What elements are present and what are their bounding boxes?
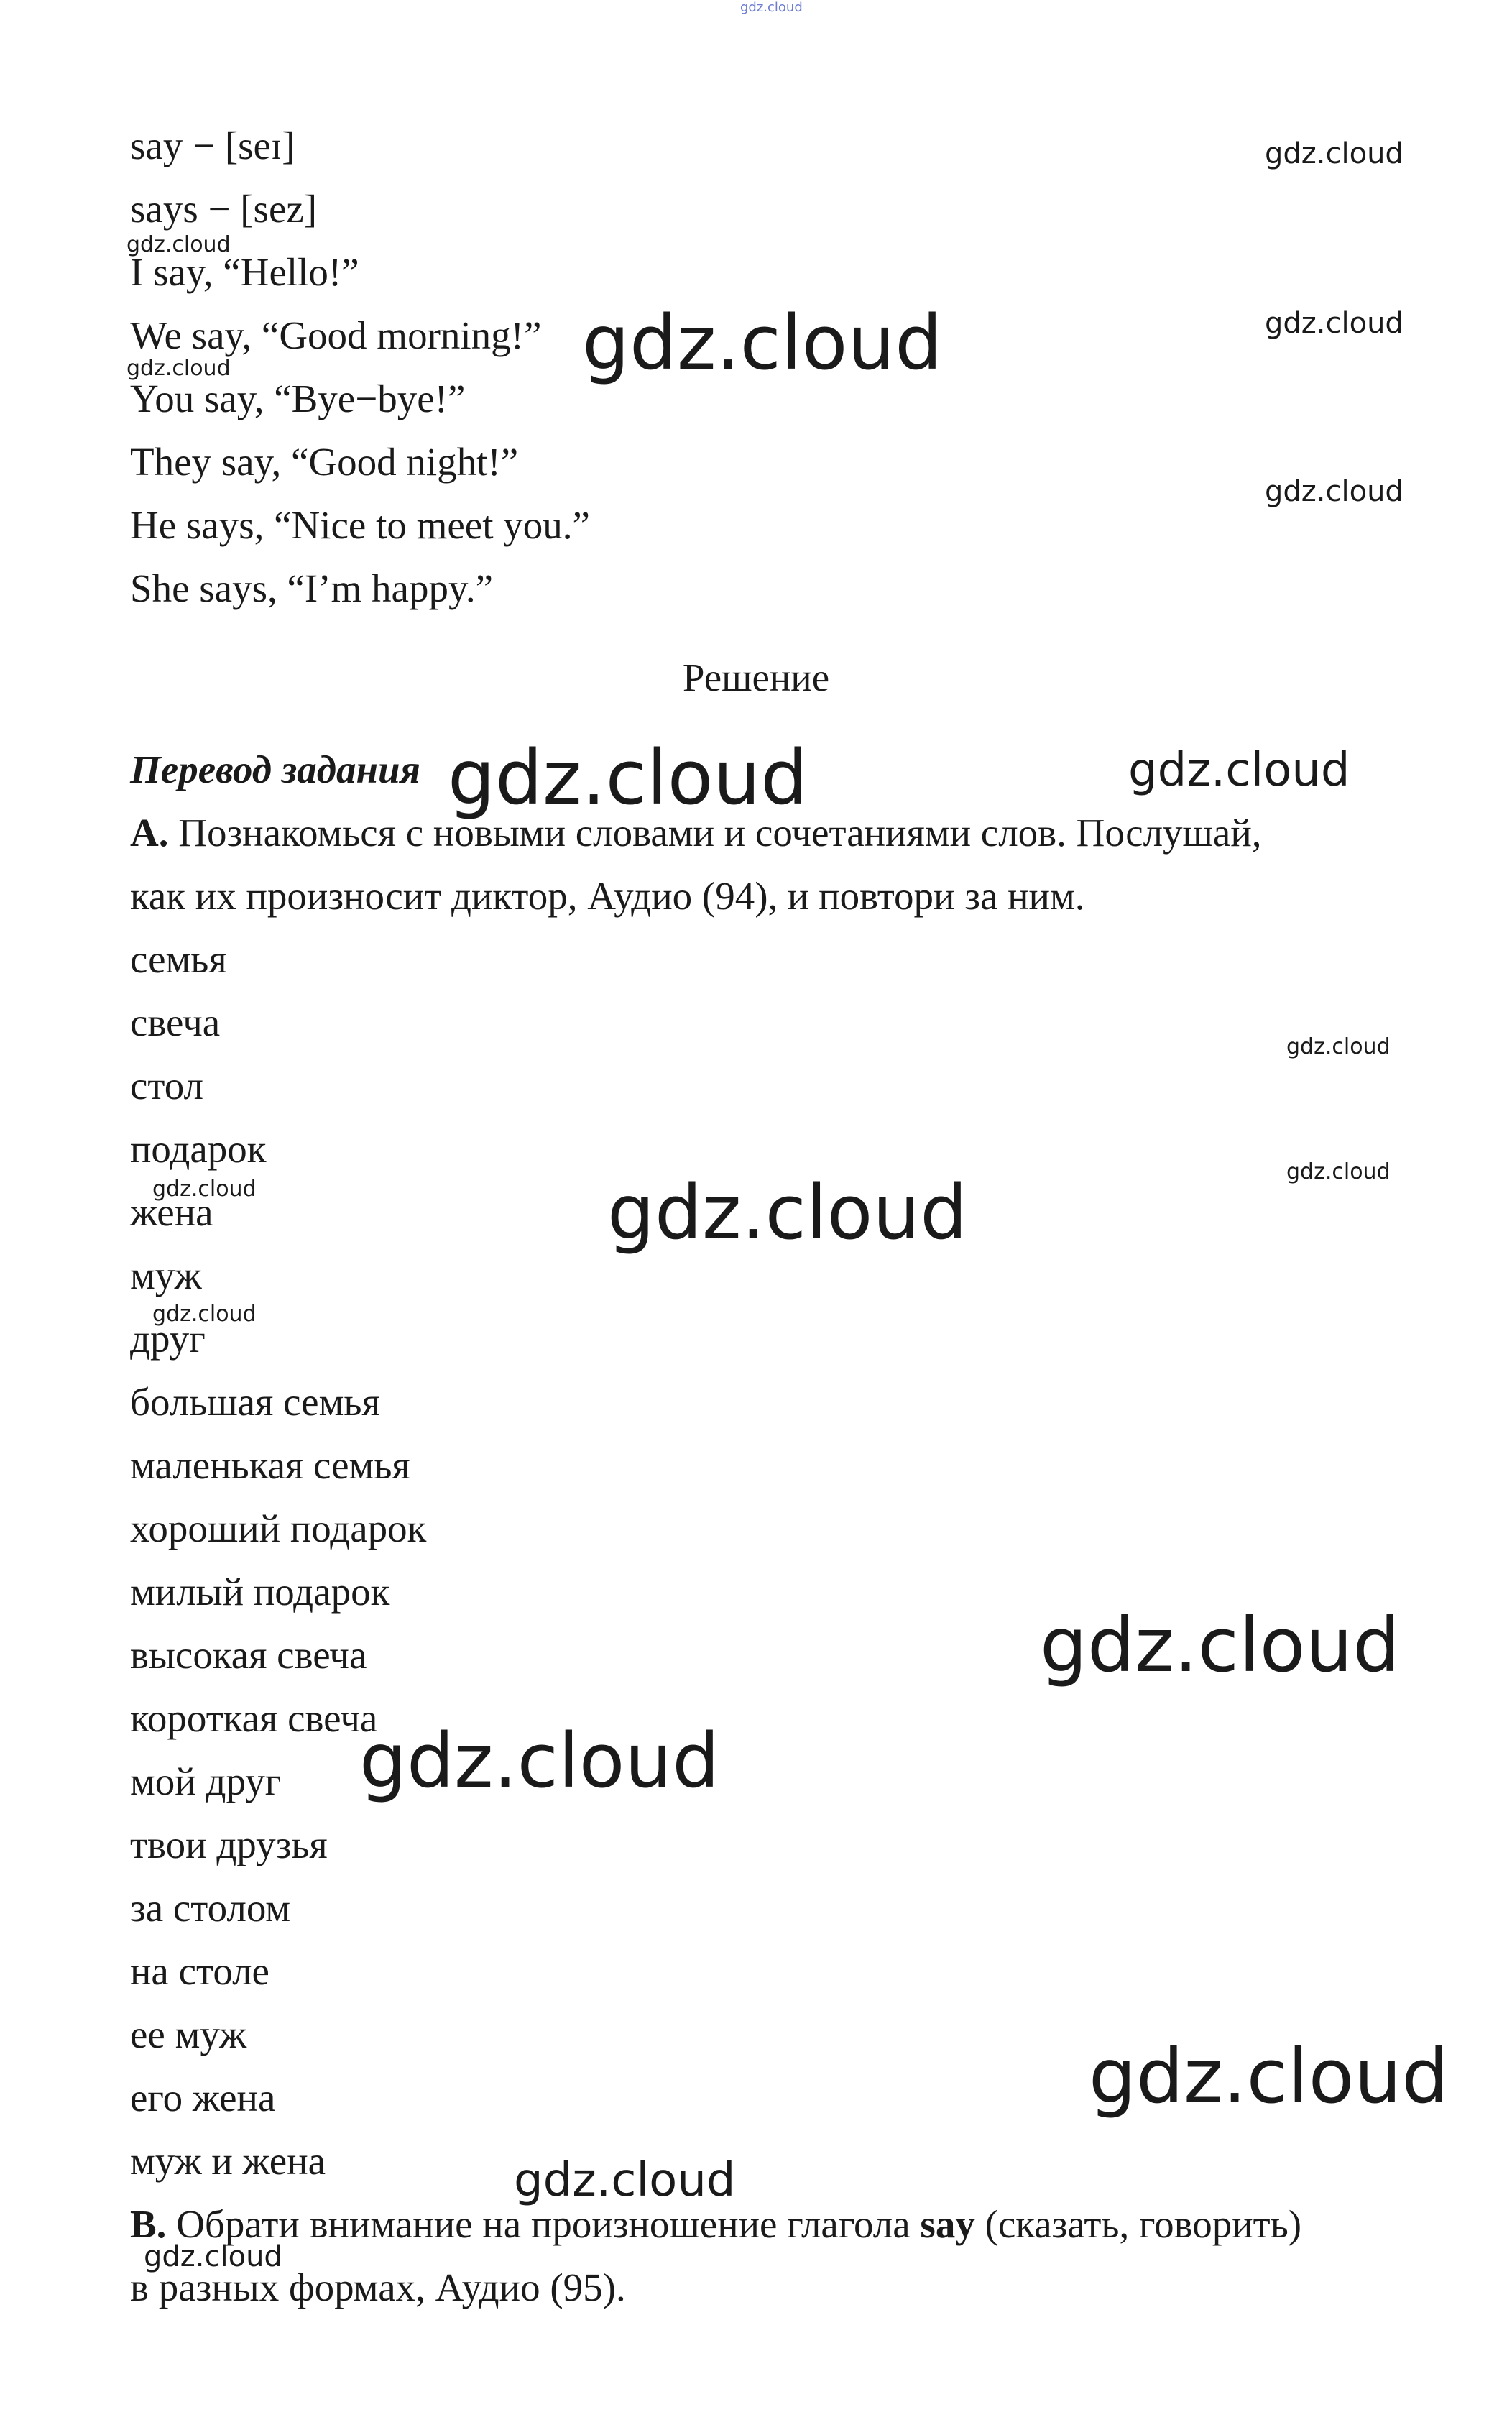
word-item: высокая свеча: [130, 1633, 367, 1677]
word-item: его жена: [130, 2076, 276, 2119]
watermark: gdz.cloud: [144, 2240, 282, 2273]
word-item: подарок: [130, 1127, 267, 1171]
say-form: say − [seɪ]: [130, 124, 295, 167]
task-b-label: B.: [130, 2202, 167, 2246]
word-item: друг: [130, 1317, 206, 1361]
watermark: gdz.cloud: [1265, 307, 1403, 340]
watermark: gdz.cloud: [448, 734, 808, 821]
translation-heading: Перевод задания: [130, 747, 420, 791]
watermark: gdz.cloud: [1265, 475, 1403, 508]
watermark: gdz.cloud: [126, 232, 231, 257]
watermark: gdz.cloud: [1286, 1159, 1391, 1184]
example-line: I say, “Hello!”: [130, 250, 359, 294]
word-item: на столе: [130, 1949, 269, 1993]
watermark: gdz.cloud: [1089, 2033, 1449, 2120]
watermark: gdz.cloud: [1128, 744, 1350, 797]
task-a-line2: как их произносит диктор, Аудио (94), и повтори за ним.: [130, 874, 1085, 918]
watermark: gdz.cloud: [582, 299, 943, 387]
word-item: муж и жена: [130, 2139, 326, 2183]
watermark: gdz.cloud: [126, 356, 231, 381]
word-item: хороший подарок: [130, 1506, 427, 1550]
solution-heading: Решение: [682, 655, 830, 699]
word-item: жена: [130, 1190, 213, 1234]
watermark: gdz.cloud: [1040, 1601, 1401, 1689]
watermark: gdz.cloud: [152, 1177, 257, 1202]
word-item: семья: [130, 937, 227, 981]
watermark: gdz.cloud: [152, 1302, 257, 1327]
task-b-line2: в разных формах, Аудио (95).: [130, 2265, 626, 2309]
task-a-label: A.: [130, 811, 169, 855]
task-a-text: Познакомься с новыми словами и сочетаниями слов. Послушай,: [178, 811, 1262, 855]
task-b-verb: say: [920, 2202, 975, 2246]
example-line: We say, “Good morning!”: [130, 313, 542, 357]
word-item: ее муж: [130, 2012, 247, 2056]
watermark: gdz.cloud: [607, 1169, 968, 1256]
watermark: gdz.cloud: [359, 1717, 720, 1805]
task-b-text: Обрати внимание на произношение глагола: [176, 2202, 911, 2246]
example-line: They say, “Good night!”: [130, 440, 519, 484]
watermark: gdz.cloud: [514, 2154, 736, 2207]
word-item: твои друзья: [130, 1823, 328, 1866]
word-item: муж: [130, 1253, 202, 1297]
word-item: стол: [130, 1064, 203, 1108]
word-item: свеча: [130, 1000, 221, 1044]
word-item: милый подарок: [130, 1570, 390, 1614]
word-item: короткая свеча: [130, 1696, 378, 1740]
watermark: gdz.cloud: [1286, 1034, 1391, 1059]
example-line: He says, “Nice to meet you.”: [130, 503, 590, 547]
example-line: You say, “Bye−bye!”: [130, 377, 466, 420]
word-item: за столом: [130, 1886, 291, 1930]
word-item: большая семья: [130, 1380, 380, 1424]
example-line: She says, “I’m happy.”: [130, 566, 494, 610]
word-item: маленькая семья: [130, 1443, 410, 1487]
watermark: gdz.cloud: [1265, 137, 1403, 170]
task-b-text-after: (сказать, говорить): [985, 2202, 1302, 2246]
word-item: мой друг: [130, 1759, 282, 1803]
says-form: says − [sez]: [130, 187, 318, 231]
watermark-top: gdz.cloud: [740, 0, 803, 15]
